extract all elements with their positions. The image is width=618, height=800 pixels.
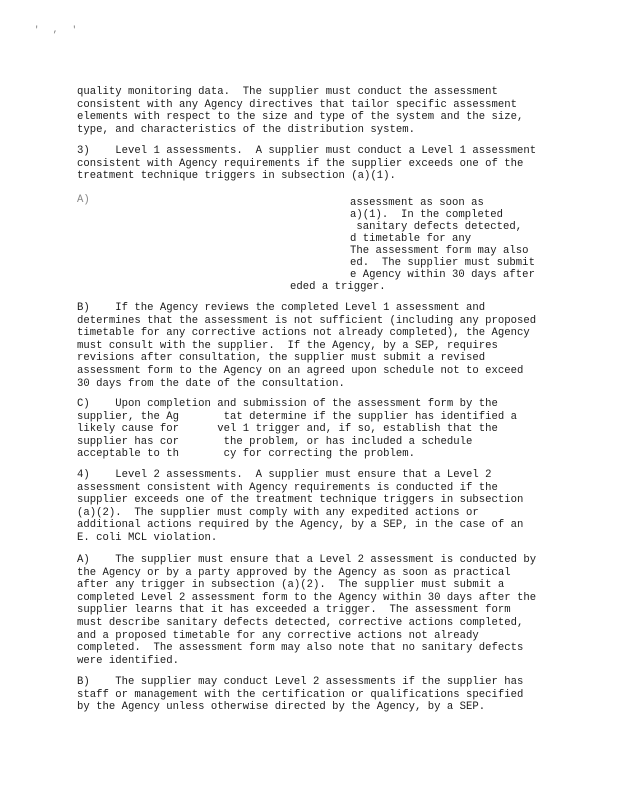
paragraph-marker: A) <box>77 194 90 206</box>
text-fragment: e Agency within 30 days after <box>350 269 535 281</box>
paragraph-upon-completion: C) Upon completion and submission of the assessment form by the supplier, the Ag tat determine if the supplier has identified a likely cause for vel 1 trigger and, if so, establish that the supplier has cor the problem, or has included a schedule acceptable to th cy for correcting the problem. <box>77 398 518 461</box>
text-fragment: The assessment form may also <box>350 245 529 257</box>
paragraph-level-2-a: A) The supplier must ensure that a Level 2 assessment is conducted by the Agency or by a party approved by the Agency as soon as practical after any trigger in subsection (a)(2). The supplier must submit a completed Level 2 assessment form to the Agency within 30 days after the supplier learns that it has exceeded a trigger. The assessment form must describe sanitary defects detected, corrective actions completed, and a proposed timetable for any corrective actions not already completed. The assessment form may also note that no sanitary defects were identified. <box>77 554 537 667</box>
text-fragment: d timetable for any <box>350 233 472 245</box>
text-fragment: sanitary defects detected, <box>350 221 523 233</box>
text-fragment: ed. The supplier must submit <box>350 257 535 269</box>
paragraph-monitoring-data: quality monitoring data. The supplier must conduct the assessment consistent with any Agency directives that tailor specific assessment elements with respect to the size and type of the system and the size, type, and characteristics of the distribution system. <box>77 86 524 136</box>
text-fragment: eded a trigger. <box>290 281 386 293</box>
scan-mark: ' , ' <box>34 25 82 35</box>
paragraph-level-2-b: B) The supplier may conduct Level 2 assessments if the supplier has staff or management with the certification or qualifications specified by the Agency unless otherwise directed by the Agency, by a SEP. <box>77 676 524 714</box>
paragraph-level-2-assessments: 4) Level 2 assessments. A supplier must ensure that a Level 2 assessment consistent with Agency requirements is conducted if the supplier exceeds one of the treatment technique triggers in subsection (a)(2). The supplier must comply with any expedited actions or additional actions required by the Agency, by a SEP, in the case of an E. coli MCL violation. <box>77 469 524 544</box>
paragraph-agency-review: B) If the Agency reviews the completed Level 1 assessment and determines that the assessment is not sufficient (including any proposed timetable for any corrective actions not already completed), the Agency must consult with the supplier. If the Agency, by a SEP, requires revisions after consultation, the supplier must submit a revised assessment form to the Agency on an agreed upon schedule not to exceed 30 days from the date of the consultation. <box>77 302 537 390</box>
text-fragment: a)(1). In the completed <box>350 209 504 221</box>
paragraph-level-1-assessments: 3) Level 1 assessments. A supplier must conduct a Level 1 assessment consistent with Agency requirements if the supplier exceeds one of the treatment technique triggers in subsection (a)(1). <box>77 145 537 183</box>
text-fragment: assessment as soon as <box>350 197 484 209</box>
